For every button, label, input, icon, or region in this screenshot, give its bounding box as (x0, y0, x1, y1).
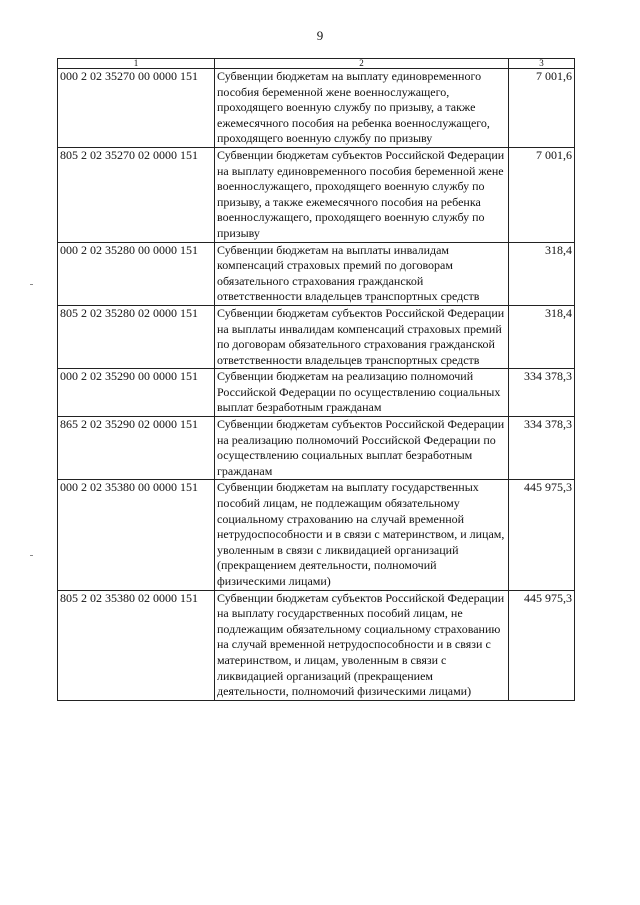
table-row (58, 480, 575, 590)
budget-code: 805 2 02 35380 02 0000 151 (58, 590, 215, 700)
subvention-amount: 334 378,3 (509, 369, 575, 417)
table-row (58, 590, 575, 700)
scan-margin-mark (30, 555, 33, 556)
subvention-amount: 445 975,3 (509, 590, 575, 700)
table-row (58, 242, 575, 305)
subvention-amount: 7 001,6 (509, 69, 575, 148)
budget-code: 000 2 02 35380 00 0000 151 (58, 480, 215, 590)
page-number: 9 (316, 28, 324, 43)
subvention-amount: 445 975,3 (509, 480, 575, 590)
table-row (58, 69, 575, 148)
column-header-code: 1 (58, 59, 215, 69)
subvention-description: Субвенции бюджетам на выплату единовременного пособия беременной жене военнослужащего, проходящего военную службу по призыву, а также ежемесячного пособия на ребенка военнослужащего, проходящего военную службу по призыву (215, 69, 509, 148)
budget-code: 805 2 02 35280 02 0000 151 (58, 305, 215, 368)
subvention-amount: 334 378,3 (509, 417, 575, 480)
subvention-description: Субвенции бюджетам субъектов Российской Федерации на выплату единовременного пособия беременной жене военнослужащего, проходящего военную службу по призыву, а также ежемесячного пособия на ребенка военнослужащего, проходящего военную службу по призыву (215, 147, 509, 242)
budget-code: 000 2 02 35270 00 0000 151 (58, 69, 215, 148)
subvention-description: Субвенции бюджетам на выплату государственных пособий лицам, не подлежащим обязательному социальному страхованию на случай временной нетрудоспособности и в связи с материнством, и лицам, уволенным в связи с ликвидацией организаций (прекращением деятельности, полномочий физическими лицами) (215, 480, 509, 590)
table-row (58, 417, 575, 480)
subvention-description: Субвенции бюджетам на выплаты инвалидам компенсаций страховых премий по договорам обязательного страхования гражданской ответственности владельцев транспортных средств (215, 242, 509, 305)
budget-table (57, 58, 575, 701)
table-header-row (58, 59, 575, 69)
subvention-amount: 318,4 (509, 242, 575, 305)
subvention-amount: 7 001,6 (509, 147, 575, 242)
subvention-amount: 318,4 (509, 305, 575, 368)
subvention-description: Субвенции бюджетам субъектов Российской Федерации на реализацию полномочий Российской Федерации по осуществлению социальных выплат безработным гражданам (215, 417, 509, 480)
column-header-amount: 3 (509, 59, 575, 69)
table-row (58, 147, 575, 242)
table-row (58, 369, 575, 417)
scan-margin-mark (30, 284, 33, 285)
table-row (58, 305, 575, 368)
subvention-description: Субвенции бюджетам на реализацию полномочий Российской Федерации по осуществлению социальных выплат безработным гражданам (215, 369, 509, 417)
column-header-description: 2 (215, 59, 509, 69)
budget-code: 000 2 02 35280 00 0000 151 (58, 242, 215, 305)
subvention-description: Субвенции бюджетам субъектов Российской Федерации на выплаты инвалидам компенсаций страховых премий по договорам обязательного страхования гражданской ответственности владельцев транспортных средств (215, 305, 509, 368)
budget-code: 000 2 02 35290 00 0000 151 (58, 369, 215, 417)
subvention-description: Субвенции бюджетам субъектов Российской Федерации на выплату государственных пособий лицам, не подлежащим обязательному социальному страхованию на случай временной нетрудоспособности и в связи с материнством, и лицам, уволенным в связи с ликвидацией организаций (прекращением деятельности, полномочий физическими лицами) (215, 590, 509, 700)
budget-code: 805 2 02 35270 02 0000 151 (58, 147, 215, 242)
budget-code: 865 2 02 35290 02 0000 151 (58, 417, 215, 480)
